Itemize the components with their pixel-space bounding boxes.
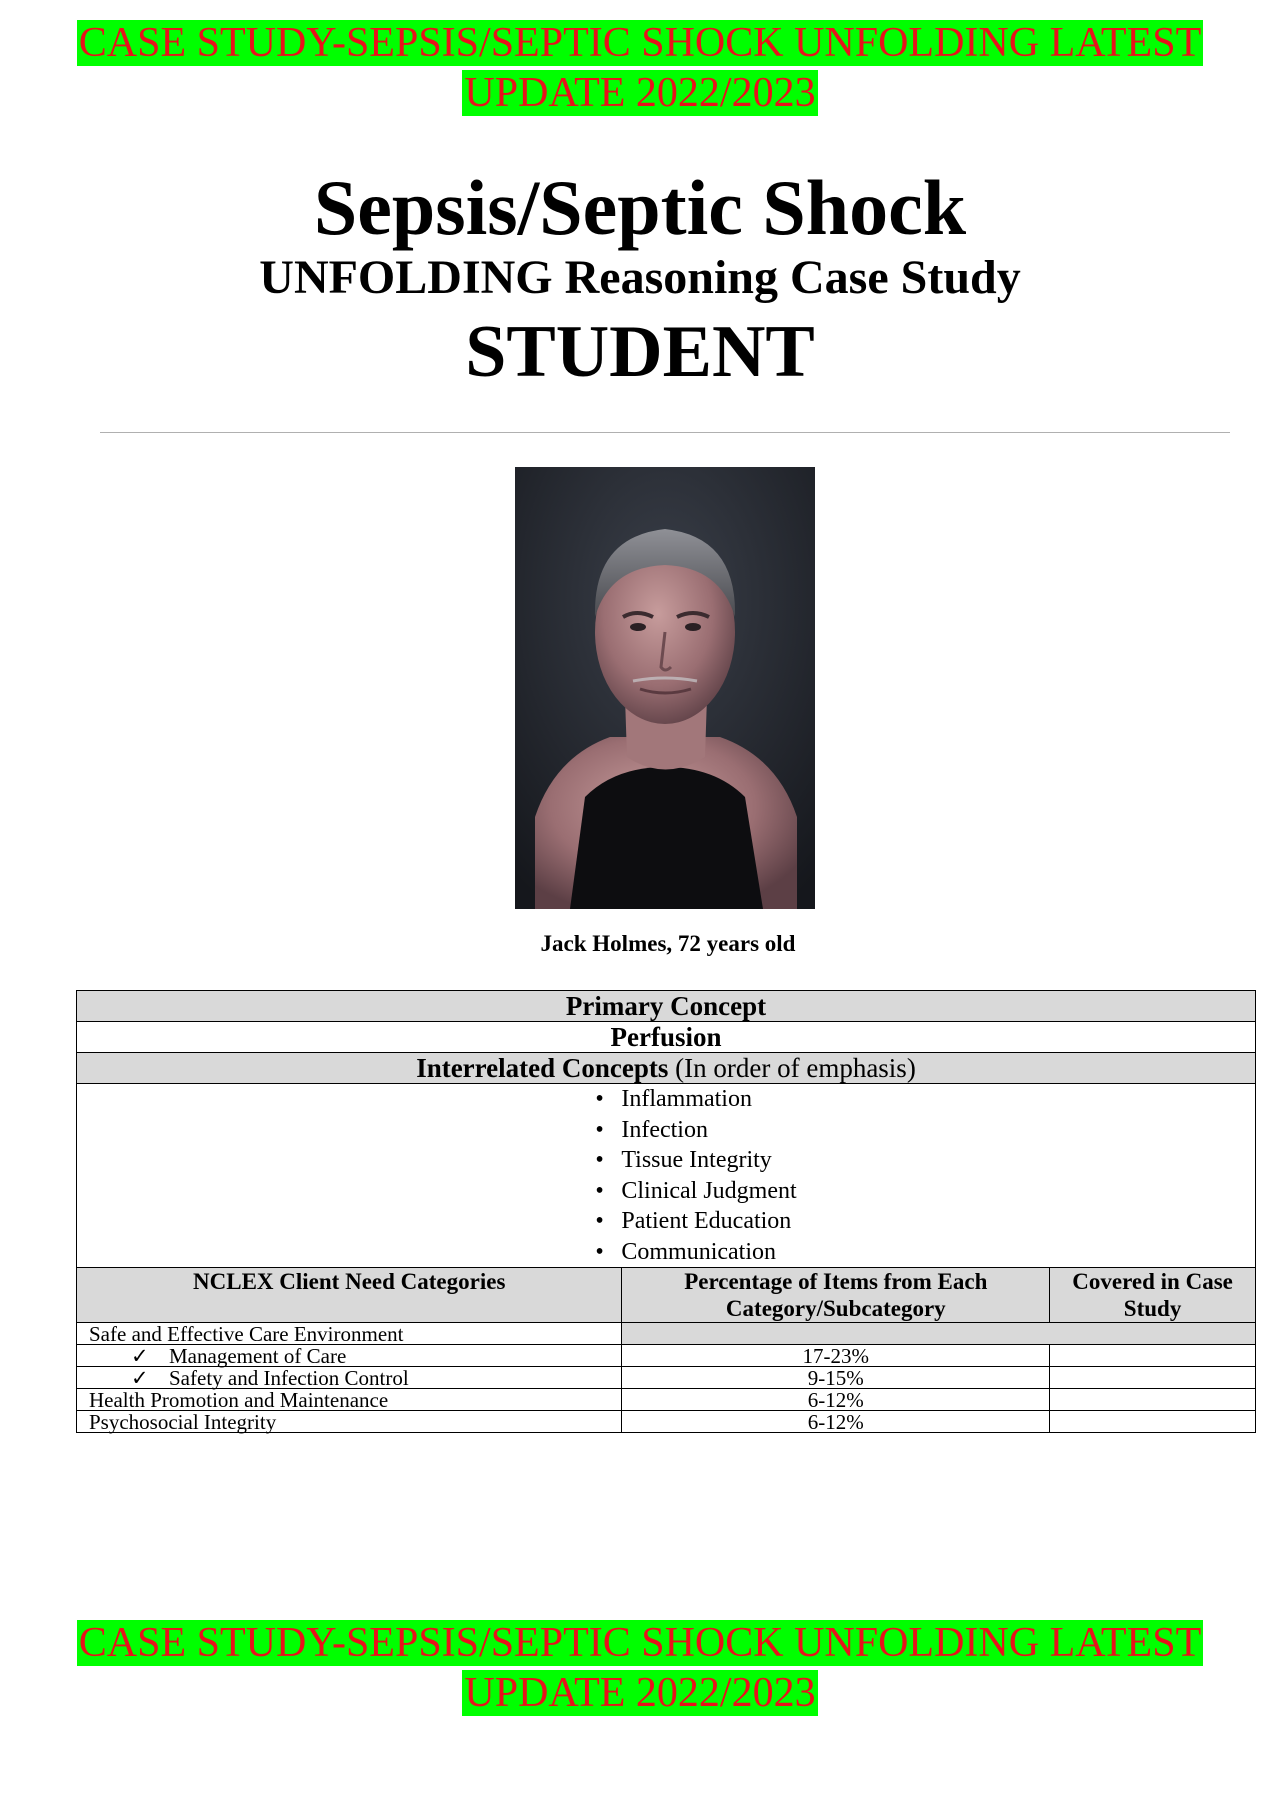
nclex-category-pct: 9-15%: [622, 1367, 1050, 1389]
nclex-category-pct: 6-12%: [622, 1411, 1050, 1433]
interrelated-list-row: [77, 1084, 1256, 1268]
nclex-col-percentage: Percentage of Items from Each Category/Subcategory: [622, 1268, 1050, 1323]
nclex-category-name: Safe and Effective Care Environment: [77, 1323, 622, 1345]
nclex-covered-cell: [1050, 1367, 1256, 1389]
banner-line-2: UPDATE 2022/2023: [464, 70, 816, 116]
list-item: • Patient Education: [595, 1206, 796, 1237]
nclex-category-name: Safety and Infection Control: [169, 1365, 409, 1390]
nclex-covered-cell: [1050, 1389, 1256, 1411]
check-icon: ✓: [131, 1343, 149, 1368]
interrelated-header-row: [77, 1053, 1256, 1084]
list-item: • Inflammation: [595, 1084, 796, 1115]
table-row: [77, 1323, 1256, 1345]
banner-line-2: UPDATE 2022/2023: [464, 1670, 816, 1716]
primary-concept-header-row: [77, 991, 1256, 1022]
nclex-category-name: Management of Care: [169, 1343, 347, 1368]
bottom-banner: [0, 1618, 1280, 1718]
concepts-table: [76, 990, 1256, 1433]
primary-concept-row: [77, 1022, 1256, 1053]
nclex-category-name: Health Promotion and Maintenance: [77, 1389, 622, 1411]
nclex-header-row: [77, 1268, 1256, 1323]
nclex-category-pct: [622, 1323, 1256, 1345]
primary-concept-value: Perfusion: [77, 1022, 1256, 1053]
list-item: • Communication: [595, 1237, 796, 1268]
list-item: • Tissue Integrity: [595, 1145, 796, 1176]
table-row: [77, 1345, 1256, 1367]
list-item: • Clinical Judgment: [595, 1176, 796, 1207]
table-row: [77, 1411, 1256, 1433]
nclex-col-covered: Covered in Case Study: [1050, 1268, 1256, 1323]
nclex-category-pct: 17-23%: [622, 1345, 1050, 1367]
audience-label: STUDENT: [465, 311, 815, 393]
patient-caption: Jack Holmes, 72 years old: [540, 931, 796, 956]
banner-line-1: CASE STUDY-SEPSIS/SEPTIC SHOCK UNFOLDING LATEST: [78, 20, 1202, 66]
nclex-category-name: Psychosocial Integrity: [77, 1411, 622, 1433]
primary-concept-label: Primary Concept: [77, 991, 1256, 1022]
interrelated-note: (In order of emphasis): [675, 1053, 916, 1083]
banner-line-1: CASE STUDY-SEPSIS/SEPTIC SHOCK UNFOLDING LATEST: [78, 1620, 1202, 1666]
top-banner: [0, 18, 1280, 118]
nclex-covered-cell: [1050, 1345, 1256, 1367]
table-row: [77, 1367, 1256, 1389]
nclex-col-category: NCLEX Client Need Categories: [77, 1268, 622, 1323]
nclex-category-pct: 6-12%: [622, 1389, 1050, 1411]
nclex-covered-cell: [1050, 1411, 1256, 1433]
patient-photo: [515, 467, 815, 909]
document-title: Sepsis/Septic Shock: [313, 164, 967, 251]
interrelated-label: Interrelated Concepts: [416, 1053, 669, 1083]
table-row: [77, 1389, 1256, 1411]
document-subtitle: UNFOLDING Reasoning Case Study: [259, 251, 1021, 304]
list-item: • Infection: [595, 1115, 796, 1146]
horizontal-divider: [100, 432, 1230, 433]
check-icon: ✓: [131, 1365, 149, 1390]
interrelated-concept-list: [595, 1084, 796, 1267]
